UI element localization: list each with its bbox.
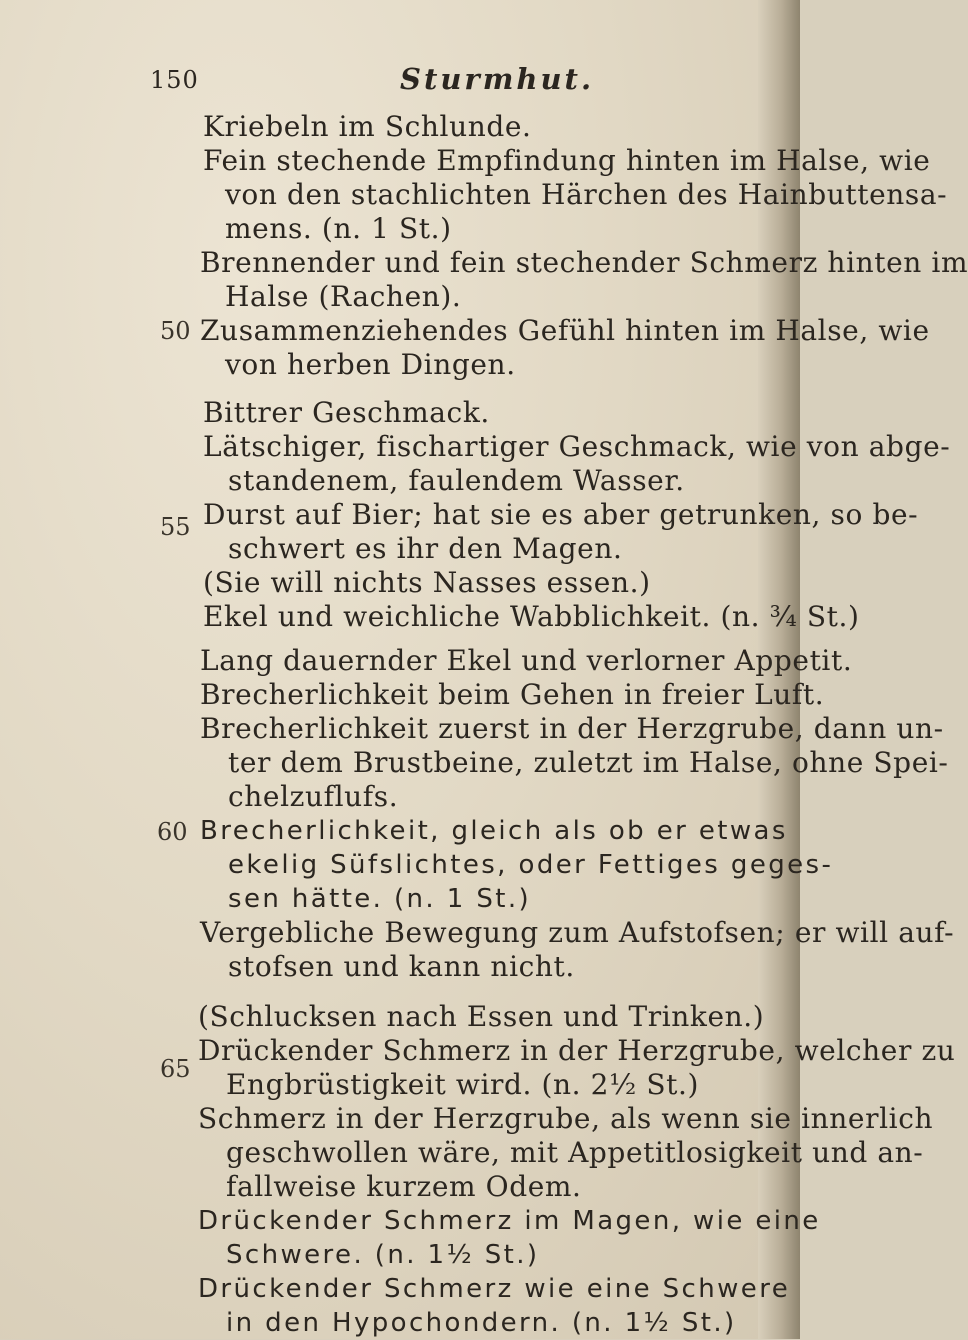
text-line: Brennender und fein stechender Schmerz hinten im (200, 246, 968, 279)
text-line: Bittrer Geschmack. (203, 396, 490, 429)
margin-number: 55 (160, 513, 191, 541)
text-line: von den stachlichten Härchen des Hainbuttensa- (225, 178, 948, 211)
text-line: Ekel und weichliche Wabblichkeit. (n. ¾ St.) (203, 600, 860, 633)
text-line-spaced: Brecherlichkeit, gleich als ob er etwas (200, 816, 788, 846)
text-line-spaced: sen hätte. (n. 1 St.) (228, 884, 532, 914)
margin-number: 60 (157, 818, 188, 846)
text-line: (Schlucksen nach Essen und Trinken.) (198, 1000, 765, 1033)
text-line-spaced: Drückender Schmerz im Magen, wie eine (198, 1206, 821, 1236)
text-line-spaced: Schwere. (n. 1½ St.) (226, 1240, 540, 1270)
text-line: (Sie will nichts Nasses essen.) (203, 566, 651, 599)
text-line: standenem, faulendem Wasser. (228, 464, 685, 497)
text-line: Kriebeln im Schlunde. (203, 110, 532, 143)
text-line-spaced: in den Hypochondern. (n. 1½ St.) (226, 1308, 737, 1338)
text-line: Drückender Schmerz in der Herzgrube, welcher zu (198, 1034, 956, 1067)
text-line: Brecherlichkeit zuerst in der Herzgrube, dann un- (200, 712, 944, 745)
text-line: ter dem Brustbeine, zuletzt im Halse, ohne Spei- (228, 746, 949, 779)
text-line: Halse (Rachen). (225, 280, 462, 313)
text-line: Zusammenziehendes Gefühl hinten im Halse, wie (200, 314, 930, 347)
text-line: Vergebliche Bewegung zum Aufstofsen; er will auf- (200, 916, 955, 949)
text-line: Lätschiger, fischartiger Geschmack, wie von abge- (203, 430, 951, 463)
text-line: Engbrüstigkeit wird. (n. 2½ St.) (226, 1068, 699, 1101)
text-line-spaced: ekelig Süfslichtes, oder Fettiges geges- (228, 850, 834, 880)
text-line: Lang dauernder Ekel und verlorner Appetit. (200, 644, 853, 677)
text-line: mens. (n. 1 St.) (225, 212, 452, 245)
text-line: Durst auf Bier; hat sie es aber getrunken, so be- (203, 498, 919, 531)
page-number: 150 (150, 66, 199, 94)
text-line: geschwollen wäre, mit Appetitlosigkeit und an- (226, 1136, 924, 1169)
margin-number: 50 (160, 317, 191, 345)
text-line: Schmerz in der Herzgrube, als wenn sie innerlich (198, 1102, 934, 1135)
running-title: Sturmhut. (400, 62, 595, 96)
text-line: chelzuflufs. (228, 780, 399, 813)
margin-number: 65 (160, 1055, 191, 1083)
page-header (150, 62, 710, 98)
text-line: fallweise kurzem Odem. (226, 1170, 582, 1203)
text-line: von herben Dingen. (225, 348, 516, 381)
text-line: Fein stechende Empfindung hinten im Halse, wie (203, 144, 931, 177)
text-line-spaced: Drückender Schmerz wie eine Schwere (198, 1274, 791, 1304)
text-line: Brecherlichkeit beim Gehen in freier Luft. (200, 678, 825, 711)
text-line: schwert es ihr den Magen. (228, 532, 623, 565)
text-line: stofsen und kann nicht. (228, 950, 575, 983)
